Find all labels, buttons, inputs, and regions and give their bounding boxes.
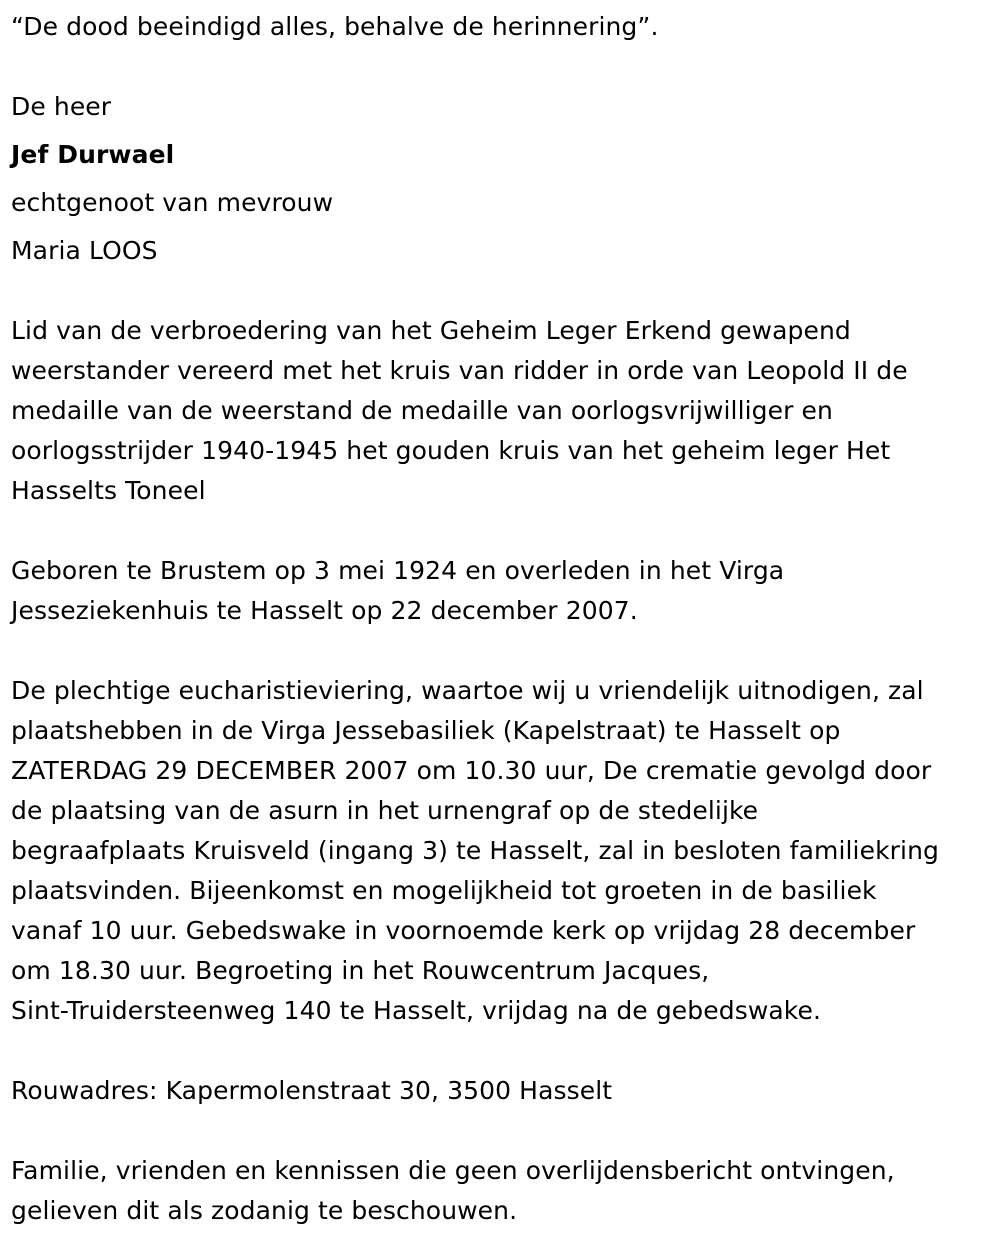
ceremony-line: plaatshebben in de Virga Jessebasiliek (Kapelstraat) te Hasselt op bbox=[11, 716, 841, 745]
biography-line: oorlogsstrijder 1940-1945 het gouden kruis van het geheim leger Het bbox=[11, 436, 891, 465]
birth-death-line: Geboren te Brustem op 3 mei 1924 en overleden in het Virga bbox=[11, 556, 785, 585]
closing-line: Familie, vrienden en kennissen die geen overlijdensbericht ontvingen, bbox=[11, 1156, 895, 1185]
closing-line: gelieven dit als zodanig te beschouwen. bbox=[11, 1196, 518, 1225]
biography-line: medaille van de weerstand de medaille van oorlogsvrijwilliger en bbox=[11, 396, 833, 425]
birth-death-line: Jesseziekenhuis te Hasselt op 22 december 2007. bbox=[11, 596, 638, 625]
ceremony-line: De plechtige eucharistieviering, waartoe wij u vriendelijk uitnodigen, zal bbox=[11, 676, 924, 705]
ceremony-line: plaatsvinden. Bijeenkomst en mogelijkheid tot groeten in de basiliek bbox=[11, 876, 877, 905]
biography-line: weerstander vereerd met het kruis van ridder in orde van Leopold II de bbox=[11, 356, 908, 385]
ceremony-line: om 18.30 uur. Begroeting in het Rouwcentrum Jacques, bbox=[11, 956, 710, 985]
ceremony-line: ZATERDAG 29 DECEMBER 2007 om 10.30 uur, De crematie gevolgd door bbox=[11, 756, 932, 785]
deceased-name: Jef Durwael bbox=[11, 140, 175, 169]
ceremony-line: begraafplaats Kruisveld (ingang 3) te Hasselt, zal in besloten familiekring bbox=[11, 836, 939, 865]
quote-line: “De dood beeindigd alles, behalve de herinnering”. bbox=[11, 12, 659, 41]
spouse-name: Maria LOOS bbox=[11, 236, 158, 265]
ceremony-line: de plaatsing van de asurn in het urnengraf op de stedelijke bbox=[11, 796, 759, 825]
mourning-address: Rouwadres: Kapermolenstraat 30, 3500 Hasselt bbox=[11, 1076, 613, 1105]
salutation: De heer bbox=[11, 92, 112, 121]
biography-line: Hasselts Toneel bbox=[11, 476, 206, 505]
spouse-label: echtgenoot van mevrouw bbox=[11, 188, 334, 217]
biography-line: Lid van de verbroedering van het Geheim Leger Erkend gewapend bbox=[11, 316, 851, 345]
ceremony-line: Sint-Truidersteenweg 140 te Hasselt, vrijdag na de gebedswake. bbox=[11, 996, 821, 1025]
ceremony-line: vanaf 10 uur. Gebedswake in voornoemde kerk op vrijdag 28 december bbox=[11, 916, 916, 945]
